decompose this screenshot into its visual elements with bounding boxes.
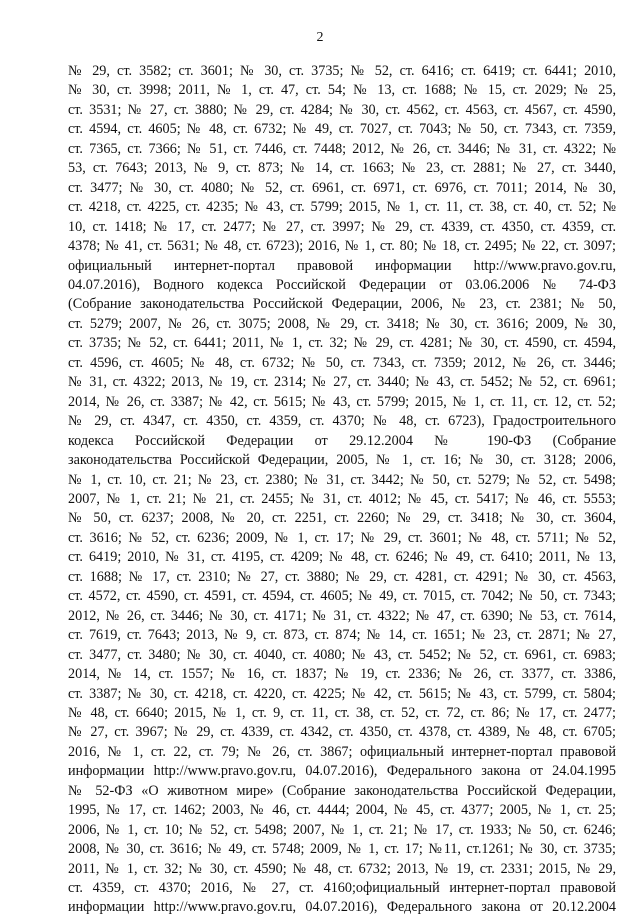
text-line: № 31, ст. 4322; 2013, № 19, ст. 2314; № 27, ст. 3440; № 43, ст. 5452; № 52, ст. 6961; (68, 374, 616, 391)
body-text (68, 62, 616, 918)
text-line: ст. 3477, ст. 3480; № 30, ст. 4040, ст. 4080; № 43, ст. 5452; № 52, ст. 6961, ст. 6983; (68, 646, 616, 663)
text-line: № 27, ст. 3967; № 29, ст. 4339, ст. 4342, ст. 4350, ст. 4378, ст. 4389, № 48, ст. 6705; (68, 724, 616, 741)
text-line: № 29, ст. 3582; ст. 3601; № 30, ст. 3735; № 52, ст. 6416; ст. 6419; ст. 6441; 2010, (68, 63, 616, 79)
text-line: (Собрание законодательства Российской Федерации, 2006, № 23, ст. 2381; № 50, (68, 296, 616, 313)
text-line: ст. 7619, ст. 7643; 2013, № 9, ст. 873, ст. 874; № 14, ст. 1651; № 23, ст. 2871; № 27, (68, 627, 616, 644)
text-line: ст. 4359, ст. 4370; 2016, № 27, ст. 4160;официальный интернет-портал правовой (68, 880, 616, 897)
text-line: ст. 6419; 2010, № 31, ст. 4195, ст. 4209; № 48, ст. 6246; № 49, ст. 6410; 2011, № 13, (68, 549, 616, 566)
text-line: № 50, ст. 6237; 2008, № 20, ст. 2251, ст. 2260; № 29, ст. 3418; № 30, ст. 3604, (68, 510, 616, 527)
text-line: ст. 3531; № 27, ст. 3880; № 29, ст. 4284; № 30, ст. 4562, ст. 4563, ст. 4567, ст. 4590, (68, 101, 616, 118)
text-line: 2016, № 1, ст. 22, ст. 79; № 26, ст. 3867; официальный интернет-портал правовой (68, 743, 616, 760)
text-line: ст. 4596, ст. 4605; № 48, ст. 6732; № 50, ст. 7343, ст. 7359; 2012, № 26, ст. 3446; (68, 354, 616, 371)
text-line: ст. 3616; № 52, ст. 6236; 2009, № 1, ст. 17; № 29, ст. 3601; № 48, ст. 5711; № 52, (68, 529, 616, 546)
page-number: 2 (316, 30, 324, 45)
text-line: ст. 3477; № 30, ст. 4080; № 52, ст. 6961, ст. 6971, ст. 6976, ст. 7011; 2014, № 30, (68, 179, 616, 196)
text-line: 2008, № 30, ст. 3616; № 49, ст. 5748; 2009, № 1, ст. 17; №11, ст.1261; № 30, ст. 3735; (68, 841, 616, 858)
text-line: № 52-ФЗ «О животном мире» (Собрание законодательства Российской Федерации, (68, 782, 616, 799)
text-line: официальный интернет-портал правовой информации http://www.pravo.gov.ru, (68, 257, 616, 274)
text-line: № 48, ст. 6640; 2015, № 1, ст. 9, ст. 11, ст. 38, ст. 52, ст. 72, ст. 86; № 17, ст. 2477; (68, 704, 616, 721)
text-line: информации http://www.pravo.gov.ru, 04.07.2016), Федерального закона от 24.04.1995 (68, 763, 616, 780)
text-line: № 30, ст. 3998; 2011, № 1, ст. 47, ст. 54; № 13, ст. 1688; № 15, ст. 2029; № 25, (68, 82, 616, 99)
text-line: 2014, № 26, ст. 3387; № 42, ст. 5615; № 43, ст. 5799; 2015, № 1, ст. 11, ст. 12, ст. 52; (68, 393, 616, 410)
text-line: 2007, № 1, ст. 21; № 21, ст. 2455; № 31, ст. 4012; № 45, ст. 5417; № 46, ст. 5553; (68, 490, 616, 507)
text-line: 10, ст. 1418; № 17, ст. 2477; № 27, ст. 3997; № 29, ст. 4339, ст. 4350, ст. 4359, ст. (68, 218, 616, 235)
text-line: № 1, ст. 10, ст. 21; № 23, ст. 2380; № 31, ст. 3442; № 50, ст. 5279; № 52, ст. 5498; (68, 471, 616, 488)
text-line: 53, ст. 7643; 2013, № 9, ст. 873; № 14, ст. 1663; № 23, ст. 2881; № 27, ст. 3440, (68, 160, 616, 177)
text-line: ст. 3735; № 52, ст. 6441; 2011, № 1, ст. 32; № 29, ст. 4281; № 30, ст. 4590, ст. 4594, (68, 335, 616, 352)
text-line: ст. 1688; № 17, ст. 2310; № 27, ст. 3880; № 29, ст. 4281, ст. 4291; № 30, ст. 4563, (68, 568, 616, 585)
text-line: ст. 7365, ст. 7366; № 51, ст. 7446, ст. 7448; 2012, № 26, ст. 3446; № 31, ст. 4322; № (68, 140, 616, 157)
text-line: 2014, № 14, ст. 1557; № 16, ст. 1837; № 19, ст. 2336; № 26, ст. 3377, ст. 3386, (68, 666, 616, 683)
text-line: ст. 4218, ст. 4225, ст. 4235; № 43, ст. 5799; 2015, № 1, ст. 11, ст. 38, ст. 40, ст. 52; № (68, 199, 616, 216)
text-line: кодекса Российской Федерации от 29.12.2004 № 190-ФЗ (Собрание (68, 432, 616, 449)
text-line: 4378; № 41, ст. 5631; № 48, ст. 6723); 2016, № 1, ст. 80; № 18, ст. 2495; № 22, ст. 3097; (68, 238, 616, 255)
text-line: 04.07.2016), Водного кодекса Российской Федерации от 03.06.2006 № 74-ФЗ (68, 276, 616, 293)
text-line: ст. 4572, ст. 4590, ст. 4591, ст. 4594, ст. 4605; № 49, ст. 7015, ст. 7042; № 50, ст. 7343; (68, 588, 616, 605)
text-line: № 29, ст. 4347, ст. 4350, ст. 4359, ст. 4370; № 48, ст. 6723), Градостроительного (68, 413, 616, 430)
text-line: 2012, № 26, ст. 3446; № 30, ст. 4171; № 31, ст. 4322; № 47, ст. 6390; № 53, ст. 7614, (68, 607, 616, 624)
text-line: 2011, № 1, ст. 32; № 30, ст. 4590; № 48, ст. 6732; 2013, № 19, ст. 2331; 2015, № 29, (68, 860, 616, 877)
text-line: ст. 4594, ст. 4605; № 48, ст. 6732; № 49, ст. 7027, ст. 7043; № 50, ст. 7343, ст. 7359, (68, 121, 616, 138)
text-line: 2006, № 1, ст. 10; № 52, ст. 5498; 2007, № 1, ст. 21; № 17, ст. 1933; № 50, ст. 6246; (68, 821, 616, 838)
text-line: ст. 5279; 2007, № 26, ст. 3075; 2008, № 29, ст. 3418; № 30, ст. 3616; 2009, № 30, (68, 315, 616, 332)
text-line: 1995, № 17, ст. 1462; 2003, № 46, ст. 4444; 2004, № 45, ст. 4377; 2005, № 1, ст. 25; (68, 802, 616, 819)
text-line: законодательства Российской Федерации, 2005, № 1, ст. 16; № 30, ст. 3128; 2006, (68, 452, 616, 469)
text-line: ст. 3387; № 30, ст. 4218, ст. 4220, ст. 4225; № 42, ст. 5615; № 43, ст. 5799, ст. 5804; (68, 685, 616, 702)
text-line: информации http://www.pravo.gov.ru, 04.07.2016), Федерального закона от 20.12.2004 (68, 899, 616, 916)
